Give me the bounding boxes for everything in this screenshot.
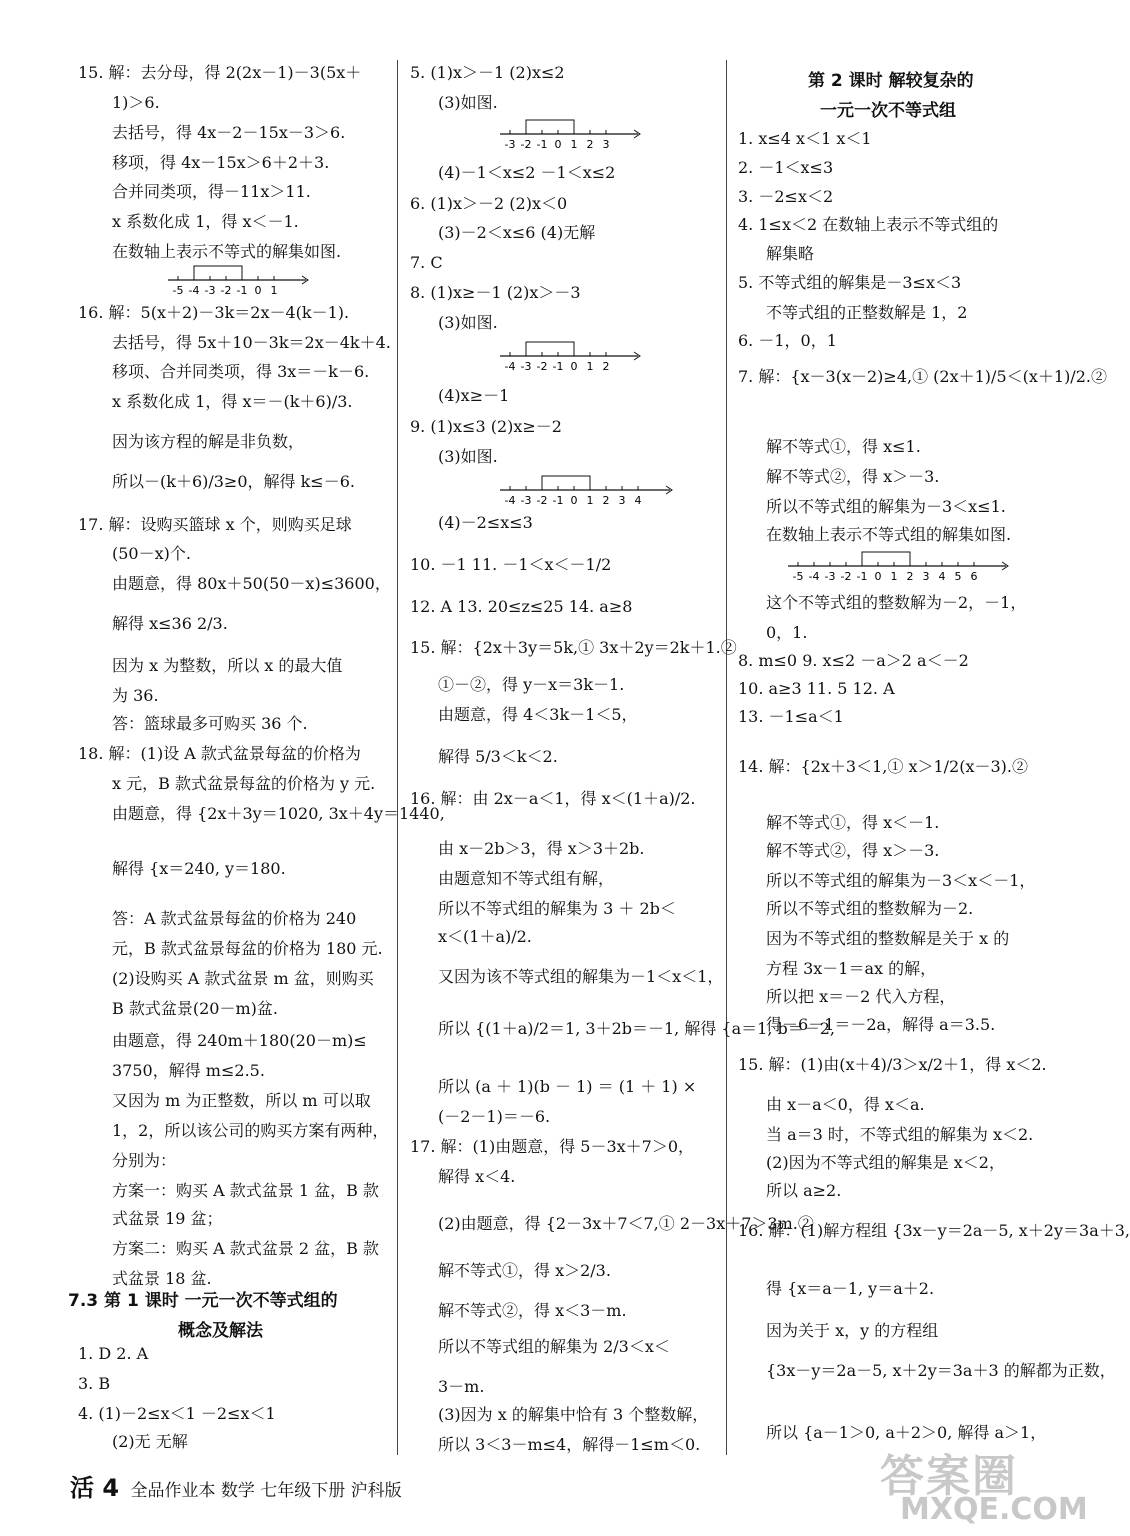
answer-line: 解不等式②，得 x＜3－m.: [438, 1301, 627, 1320]
answer-line: 所以 {(1＋a)/2＝1, 3＋2b＝－1, 解得 {a＝1, b＝－2,: [438, 1019, 836, 1038]
answer-line: 得 {x＝a－1, y＝a＋2.: [766, 1279, 935, 1298]
answer-line: 由题意，得 80x＋50(50－x)≤3600，: [112, 574, 391, 593]
answer-line: (2)无 无解: [112, 1432, 188, 1451]
number-line-tick-label: 3: [618, 494, 626, 507]
answer-line: 所以 {a－1＞0, a＋2＞0, 解得 a＞1，: [766, 1423, 1047, 1442]
answer-line: 所以不等式组的解集为－3＜x＜－1，: [766, 871, 1036, 890]
answer-line: 由 x－a＜0，得 x＜a.: [766, 1095, 925, 1114]
answer-line: 7. C: [410, 253, 443, 272]
answer-line: (3)如图.: [438, 313, 498, 332]
answer-line: 解得 x≤36 2/3.: [112, 614, 228, 633]
answer-line: B 款式盆景(20－m)盆.: [112, 999, 278, 1018]
answer-line: 1. D 2. A: [78, 1344, 149, 1363]
answer-line: (－2－1)＝－6.: [438, 1107, 551, 1126]
answer-line: 方程 3x－1＝ax 的解，: [766, 959, 937, 978]
number-line-tick-label: 1: [586, 494, 594, 507]
answer-line: 9. (1)x≤3 (2)x≥－2: [410, 417, 562, 436]
number-line-tick-label: -2: [840, 570, 852, 583]
answer-line: 移项、合并同类项，得 3x＝－k－6.: [112, 362, 370, 381]
answer-line: 2. －1＜x≤3: [738, 158, 834, 177]
answer-line: 元，B 款式盆景每盆的价格为 180 元.: [112, 939, 383, 958]
answer-line: 14. 解：{2x＋3＜1,① x＞1/2(x－3).②: [738, 757, 1028, 776]
answer-line: 12. A 13. 20≤z≤25 14. a≥8: [410, 597, 633, 616]
answer-line: 所以 (a ＋ 1)(b － 1) ＝ (1 ＋ 1) ×: [438, 1077, 697, 1096]
footer: [70, 1468, 402, 1503]
number-line-tick-label: -3: [504, 138, 516, 151]
number-line-tick-label: 3: [602, 138, 610, 151]
answer-line: 由题意，得 {2x＋3y＝1020, 3x＋4y＝1440,: [112, 804, 445, 823]
answer-line: 13. －1≤a＜1: [738, 707, 844, 726]
answer-line: 16. 解：由 2x－a＜1，得 x＜(1＋a)/2.: [410, 789, 696, 808]
answer-line: 解得 5/3＜k＜2.: [438, 747, 558, 766]
answer-line: 又因为该不等式组的解集为－1＜x＜1，: [438, 967, 724, 986]
answer-line: (3)如图.: [438, 447, 498, 466]
number-line-tick-label: 6: [970, 570, 978, 583]
answer-line: 解不等式①，得 x≤1.: [766, 437, 921, 456]
answer-line: 1)＞6.: [112, 93, 160, 112]
number-line: [500, 470, 674, 510]
answer-line: 所以不等式组的解集为－3＜x≤1.: [766, 497, 1006, 516]
answer-line: 所以把 x＝－2 代入方程，: [766, 987, 956, 1006]
number-line-tick-label: -3: [204, 284, 216, 297]
number-line-tick-label: 2: [602, 360, 610, 373]
answer-line: 15. 解：(1)由(x＋4)/3＞x/2＋1，得 x＜2.: [738, 1055, 1047, 1074]
book-title: 全品作业本 数学 七年级下册 沪科版: [130, 1481, 402, 1501]
answer-line: 方案一：购买 A 款式盆景 1 盆，B 款: [112, 1181, 379, 1200]
answer-line: 第 2 课时 解较复杂的: [808, 71, 974, 91]
answer-line: 一元一次不等式组: [820, 101, 956, 121]
solution-bracket: [526, 120, 574, 134]
number-line-tick-label: 1: [890, 570, 898, 583]
answer-line: 由题意，得 240m＋180(20－m)≤: [112, 1031, 367, 1050]
answer-line: {3x－y＝2a－5, x＋2y＝3a＋3 的解都为正数，: [766, 1361, 1116, 1380]
answer-line: 所以不等式组的解集为 3 ＋ 2b＜: [438, 899, 676, 918]
number-line-tick-label: 1: [586, 360, 594, 373]
answer-line: 因为 x 为整数，所以 x 的最大值: [112, 656, 343, 675]
number-line-tick-label: -1: [552, 494, 564, 507]
answer-line: 17. 解：设购买篮球 x 个，则购买足球: [78, 515, 352, 534]
watermark-logo: 答案圈: [880, 1451, 1018, 1502]
answer-line: (2)因为不等式组的解集是 x＜2，: [766, 1153, 1005, 1172]
number-line-tick-label: -4: [188, 284, 200, 297]
number-line-tick-label: 0: [554, 138, 562, 151]
number-line-tick-label: -2: [220, 284, 232, 297]
answer-line: x 系数化成 1，得 x＝－(k＋6)/3.: [112, 392, 353, 411]
answer-line: (50－x)个.: [112, 544, 191, 563]
answer-line: 概念及解法: [178, 1321, 263, 1341]
number-line-tick-label: 3: [922, 570, 930, 583]
answer-line: 所以－(k＋6)/3≥0，解得 k≤－6.: [112, 472, 355, 491]
answer-line: 3750，解得 m≤2.5.: [112, 1061, 265, 1080]
answer-line: ①－②，得 y－x＝3k－1.: [438, 675, 625, 694]
number-line-tick-label: -1: [552, 360, 564, 373]
number-line-tick-label: 2: [906, 570, 914, 583]
answer-line: 3－m.: [438, 1377, 485, 1396]
answer-line: 又因为 m 为正整数，所以 m 可以取: [112, 1091, 371, 1110]
answer-line: 5. 不等式组的解集是－3≤x＜3: [738, 273, 962, 292]
answer-line: 分别为：: [112, 1151, 177, 1170]
number-line-tick-label: 0: [570, 494, 578, 507]
answer-line: 所以不等式组的解集为 2/3＜x＜: [438, 1337, 670, 1356]
solution-bracket: [194, 266, 242, 280]
number-line: [788, 546, 1010, 586]
answer-line: 7.3 第 1 课时 一元一次不等式组的: [68, 1291, 338, 1311]
number-line-tick-label: 0: [874, 570, 882, 583]
number-line-tick-label: 1: [570, 138, 578, 151]
answer-line: 因为关于 x，y 的方程组: [766, 1321, 939, 1340]
number-line-tick-label: 5: [954, 570, 962, 583]
answer-line: 8. m≤0 9. x≤2 －a＞2 a＜－2: [738, 651, 969, 670]
answer-line: 因为该方程的解是非负数，: [112, 432, 305, 451]
answer-line: 答：篮球最多可购买 36 个.: [112, 714, 308, 733]
column-divider-2: [726, 60, 727, 1455]
number-line-tick-label: -1: [856, 570, 868, 583]
answer-line: 所以不等式组的整数解为－2.: [766, 899, 974, 918]
answer-line: 由 x－2b＞3，得 x＞3＋2b.: [438, 839, 645, 858]
answer-line: 5. (1)x＞－1 (2)x≤2: [410, 63, 565, 82]
answer-line: 不等式组的正整数解是 1，2: [766, 303, 968, 322]
number-line-tick-label: 0: [570, 360, 578, 373]
column-divider-1: [397, 60, 398, 1455]
watermark-url: MXQE.COM: [900, 1492, 1088, 1527]
number-line-tick-label: -2: [536, 494, 548, 507]
answer-line: 去括号，得 5x＋10－3k＝2x－4k＋4.: [112, 333, 391, 352]
number-line: [500, 114, 642, 154]
number-line-tick-label: -2: [536, 360, 548, 373]
number-line-tick-label: -2: [520, 138, 532, 151]
answer-line: (3)－2＜x≤6 (4)无解: [438, 223, 596, 242]
answer-line: 式盆景 18 盆.: [112, 1269, 212, 1288]
solution-bracket: [542, 476, 590, 490]
answer-line: 4. 1≤x＜2 在数轴上表示不等式组的: [738, 215, 999, 234]
answer-line: 由题意知不等式组有解，: [438, 869, 615, 888]
answer-line: x＜(1＋a)/2.: [438, 927, 532, 946]
answer-line: 0，1.: [766, 623, 808, 642]
answer-line: 解得 x＜4.: [438, 1167, 516, 1186]
answer-line: 去括号，得 4x－2－15x－3＞6.: [112, 123, 346, 142]
answer-line: 当 a＝3 时，不等式组的解集为 x＜2.: [766, 1125, 1034, 1144]
answer-line: 16. 解：(1)解方程组 {3x－y＝2a－5, x＋2y＝3a＋3,: [738, 1221, 1130, 1240]
answer-line: 10. －1 11. －1＜x＜－1/2: [410, 555, 612, 574]
answer-line: 3. －2≤x＜2: [738, 187, 834, 206]
answer-line: 解集略: [766, 244, 815, 263]
answer-line: (2)设购买 A 款式盆景 m 盆，则购买: [112, 969, 374, 988]
number-line-tick-label: 4: [634, 494, 642, 507]
answer-line: 由题意，得 4＜3k－1＜5，: [438, 705, 638, 724]
answer-line: 17. 解：(1)由题意，得 5－3x＋7＞0，: [410, 1137, 695, 1156]
answer-line: 解不等式①，得 x＞2/3.: [438, 1261, 611, 1280]
answer-line: 6. (1)x＞－2 (2)x＜0: [410, 194, 568, 213]
answer-line: 答：A 款式盆景每盆的价格为 240: [112, 909, 357, 928]
answer-line: 因为不等式组的整数解是关于 x 的: [766, 929, 1010, 948]
answer-line: 所以 3＜3－m≤4，解得－1≤m＜0.: [438, 1435, 701, 1454]
answer-line: 解不等式②，得 x＞－3.: [766, 467, 940, 486]
number-line-tick-label: 2: [602, 494, 610, 507]
number-line-tick-label: -3: [824, 570, 836, 583]
answer-line: 合并同类项，得－11x＞11.: [112, 182, 311, 201]
answer-line: (4)－2≤x≤3: [438, 513, 533, 532]
answer-line: 1，2，所以该公司的购买方案有两种，: [112, 1121, 389, 1140]
solution-bracket: [862, 552, 910, 566]
number-line: [500, 336, 642, 376]
answer-line: (4)－1＜x≤2 －1＜x≤2: [438, 163, 616, 182]
solution-bracket: [526, 342, 574, 356]
answer-line: 15. 解：去分母，得 2(2x－1)－3(5x＋: [78, 63, 362, 82]
answer-line: 为 36.: [112, 686, 159, 705]
answer-line: 10. a≥3 11. 5 12. A: [738, 679, 895, 698]
answer-line: 8. (1)x≥－1 (2)x＞－3: [410, 283, 581, 302]
answer-line: 解得 {x＝240, y＝180.: [112, 859, 286, 878]
number-line-tick-label: 4: [938, 570, 946, 583]
number-line-tick-label: -1: [536, 138, 548, 151]
answer-line: (3)因为 x 的解集中恰有 3 个整数解，: [438, 1405, 709, 1424]
answer-line: 方案二：购买 A 款式盆景 2 盆，B 款: [112, 1239, 379, 1258]
answer-line: 1. x≤4 x＜1 x＜1: [738, 129, 872, 148]
number-line-tick-label: -4: [808, 570, 820, 583]
number-line-tick-label: -5: [172, 284, 184, 297]
number-line-tick-label: -4: [504, 360, 516, 373]
answer-line: 这个不等式组的整数解为－2，－1，: [766, 593, 1027, 612]
answer-line: 6. －1，0，1: [738, 331, 837, 350]
answer-line: 15. 解：{2x＋3y＝5k,① 3x＋2y＝2k＋1.②: [410, 638, 737, 657]
number-line-tick-label: 0: [254, 284, 262, 297]
answer-line: 7. 解：{x－3(x－2)≥4,① (2x＋1)/5＜(x＋1)/2.②: [738, 367, 1107, 386]
answer-line: x 系数化成 1，得 x＜－1.: [112, 212, 299, 231]
answer-line: 16. 解：5(x＋2)－3k＝2x－4(k－1).: [78, 303, 350, 322]
answer-line: (2)由题意，得 {2－3x＋7＜7,① 2－3x＋7＞3m.②: [438, 1214, 814, 1233]
number-line-tick-label: -3: [520, 494, 532, 507]
answer-line: 解不等式①，得 x＜－1.: [766, 813, 940, 832]
answer-line: (3)如图.: [438, 93, 498, 112]
answer-line: 式盆景 19 盆；: [112, 1209, 223, 1228]
number-line-tick-label: -3: [520, 360, 532, 373]
answer-line: 在数轴上表示不等式的解集如图.: [112, 242, 342, 261]
answer-line: 移项，得 4x－15x＞6＋2＋3.: [112, 153, 330, 172]
answer-line: 解不等式②，得 x＞－3.: [766, 841, 940, 860]
answer-line: 18. 解：(1)设 A 款式盆景每盆的价格为: [78, 744, 361, 763]
number-line-tick-label: -1: [236, 284, 248, 297]
number-line-tick-label: -5: [792, 570, 804, 583]
answer-line: 3. B: [78, 1374, 111, 1393]
answer-line: 4. (1)－2≤x＜1 －2≤x＜1: [78, 1404, 276, 1423]
number-line: [168, 260, 310, 300]
answer-line: x 元，B 款式盆景每盆的价格为 y 元.: [112, 774, 376, 793]
page-number: 活 4: [70, 1474, 120, 1502]
answer-line: (4)x≥－1: [438, 386, 510, 405]
number-line-tick-label: -4: [504, 494, 516, 507]
number-line-tick-label: 2: [586, 138, 594, 151]
answer-line: 在数轴上表示不等式组的解集如图.: [766, 525, 1012, 544]
number-line-tick-label: 1: [270, 284, 278, 297]
answer-line: 所以 a≥2.: [766, 1181, 842, 1200]
answer-line: 得－6－1＝－2a，解得 a＝3.5.: [766, 1015, 996, 1034]
